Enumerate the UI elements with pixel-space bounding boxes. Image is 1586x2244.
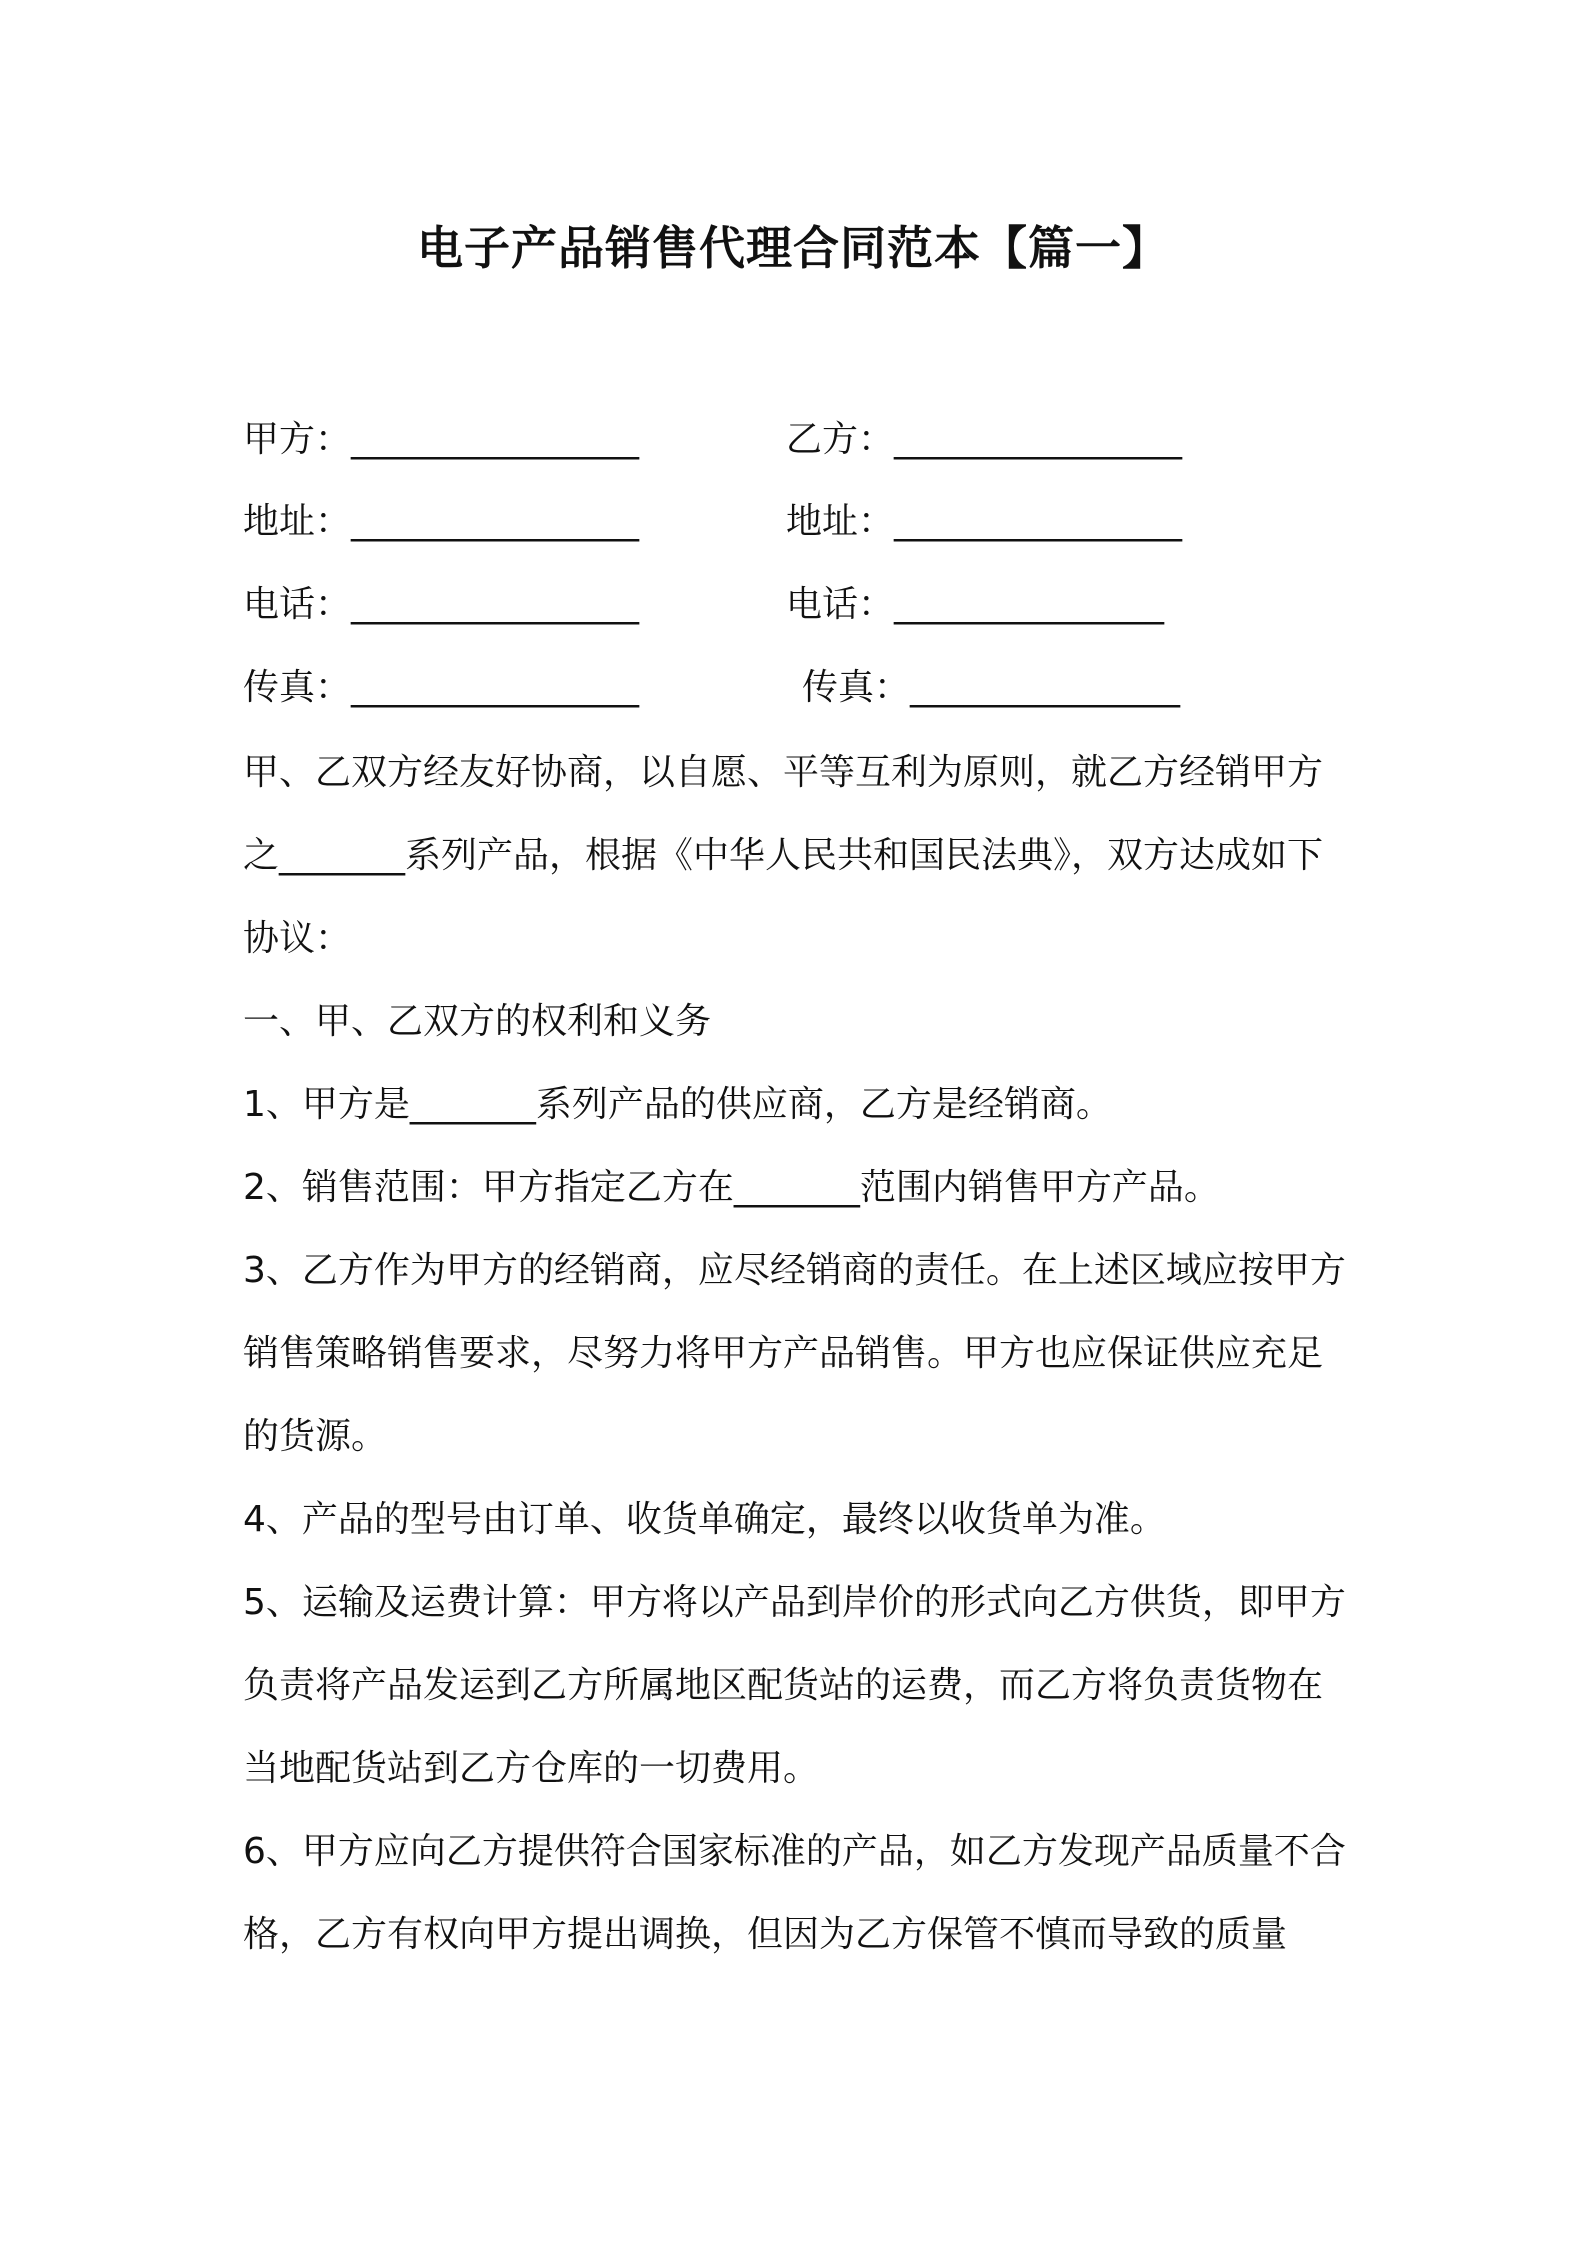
party-row-phone (0, 579, 1586, 631)
party-a-fax-field: 传真：________________ (243, 667, 640, 708)
party-b-fax-field: 传真：_______________ (802, 667, 1181, 708)
party-row-address (0, 496, 1586, 548)
party-a-phone-field: 电话：________________ (243, 584, 640, 625)
party-b-address-field: 地址：________________ (786, 501, 1183, 542)
clause-3: 3、乙方作为甲方的经销商，应尽经销商的责任。在上述区域应按甲方销售策略销售要求，尽努力将甲方产品销售。甲方也应保证供应充足的货源。 (243, 1250, 1346, 1457)
party-row-name (0, 414, 1586, 466)
contract-body (243, 731, 1353, 1976)
section-heading-rights-obligations: 一、甲、乙双方的权利和义务 (243, 1001, 712, 1042)
party-a-name-field: 甲方：________________ (243, 419, 640, 460)
party-b-name-field: 乙方：________________ (786, 419, 1183, 460)
clause-6: 6、甲方应向乙方提供符合国家标准的产品，如乙方发现产品质量不合格，乙方有权向甲方提出调换，但因为乙方保管不慎而导致的质量 (243, 1831, 1346, 1955)
clause-1: 1、甲方是_______系列产品的供应商，乙方是经销商。 (243, 1084, 1112, 1125)
party-row-fax (0, 662, 1586, 714)
intro-paragraph: 甲、乙双方经友好协商，以自愿、平等互利为原则，就乙方经销甲方之_______系列产品，根据《中华人民共和国民法典》，双方达成如下协议： (243, 752, 1324, 959)
party-a-address-field: 地址：________________ (243, 501, 640, 542)
clause-5: 5、运输及运费计算：甲方将以产品到岸价的形式向乙方供货，即甲方负责将产品发运到乙方所属地区配货站的运费，而乙方将负责货物在当地配货站到乙方仓库的一切费用。 (243, 1582, 1346, 1789)
clause-2: 2、销售范围：甲方指定乙方在_______范围内销售甲方产品。 (243, 1167, 1220, 1208)
document-title: 电子产品销售代理合同范本【篇一】 (417, 221, 1169, 275)
party-b-phone-field: 电话：_______________ (786, 584, 1165, 625)
clause-4: 4、产品的型号由订单、收货单确定，最终以收货单为准。 (243, 1499, 1166, 1540)
